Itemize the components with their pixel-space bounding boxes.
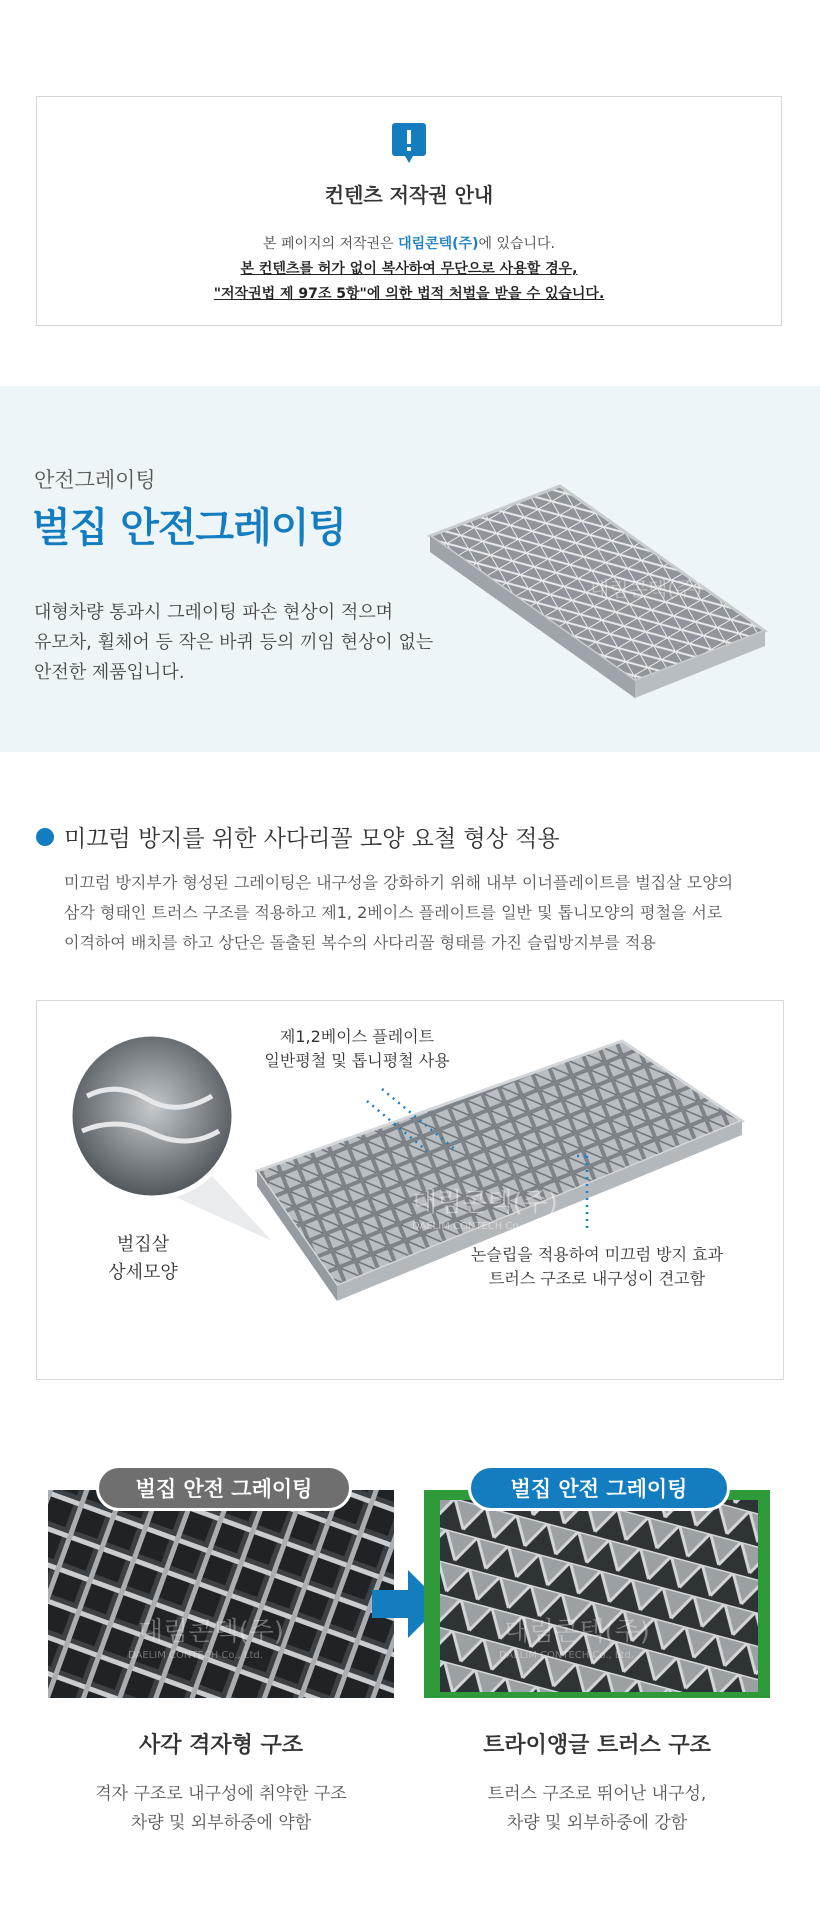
diagram-watermark-en: DAELIM CONTECH Co., Ltd. xyxy=(412,1221,547,1232)
blue-dot-icon xyxy=(36,828,54,846)
left-badge: 벌집 안전 그레이팅 xyxy=(96,1465,352,1511)
honeycomb-detail-label: 벌집살 상세모양 xyxy=(108,1234,178,1283)
alert-speech-icon xyxy=(392,123,426,165)
diagram-watermark: 대림콘텍(주) xyxy=(412,1188,558,1218)
right-watermark: 대림콘텍(주) xyxy=(504,1617,650,1647)
feature-title: 미끄럼 방지를 위한 사다리꼴 모양 요철 형상 적용 xyxy=(64,826,560,852)
hero-kicker: 안전그레이팅 xyxy=(34,468,156,492)
base-plate-label: 제1,2베이스 플레이트 일반평철 및 톱니평철 사용 xyxy=(264,1027,450,1070)
nonslip-label: 논슬립을 적용하여 미끄럼 방지 효과 트러스 구조로 내구성이 견고함 xyxy=(470,1245,724,1288)
left-watermark: 대림콘텍(주) xyxy=(138,1617,284,1647)
right-heading: 트라이앵글 트러스 구조 xyxy=(483,1733,711,1758)
right-watermark-en: DAELIM CONTECH Co., Ltd. xyxy=(499,1650,634,1661)
notice-line-1: 본 페이지의 저작권은 대림콘텍(주)에 있습니다. xyxy=(262,236,556,252)
left-watermark-en: DAELIM CONTECH Co., Ltd. xyxy=(128,1650,263,1661)
notice-line-2: 본 컨텐츠를 허가 없이 복사하여 무단으로 사용할 경우, xyxy=(240,261,578,277)
grating-detail-diagram xyxy=(36,1000,784,1380)
feature-description: 미끄럼 방지부가 형성된 그레이팅은 내구성을 강화하기 위해 내부 이너플레이트를 벌집살 모양의 삼각 형태인 트러스 구조를 적용하고 제1, 2베이스 플레이트를 일반 및 톱니모양의 평철을 서로 이격하여 배치를 하고 상단은 돌출된 복수의 사다리꼴 형태를 가진 슬립방지부를 적용 xyxy=(64,873,734,952)
notice-title: 컨텐츠 저작권 안내 xyxy=(324,183,494,207)
triangle-truss-photo xyxy=(424,1490,770,1698)
company-name: 대림콘텍(주) xyxy=(398,236,479,252)
left-description: 격자 구조로 내구성에 취약한 구조 차량 및 외부하중에 약함 xyxy=(95,1784,347,1833)
copyright-notice-box xyxy=(36,96,782,326)
hero-grating-image xyxy=(420,466,780,706)
right-badge: 벌집 안전 그레이팅 xyxy=(468,1465,730,1511)
hero-watermark: 대림콘텍(주) xyxy=(590,577,703,601)
hero-description: 대형차량 통과시 그레이팅 파손 현상이 적으며 유모차, 휠체어 등 작은 바퀴 등의 끼임 현상이 없는 안전한 제품입니다. xyxy=(34,602,434,683)
right-description: 트러스 구조로 뛰어난 내구성, 차량 및 외부하중에 강함 xyxy=(487,1784,707,1833)
notice-line-3: "저작권법 제 97조 5항"에 의한 법적 처벌을 받을 수 있습니다. xyxy=(213,286,605,302)
hero-headline: 벌집 안전그레이팅 xyxy=(32,505,347,551)
square-grid-photo xyxy=(48,1490,394,1698)
left-heading: 사각 격자형 구조 xyxy=(138,1733,304,1758)
hero-section xyxy=(0,386,820,752)
